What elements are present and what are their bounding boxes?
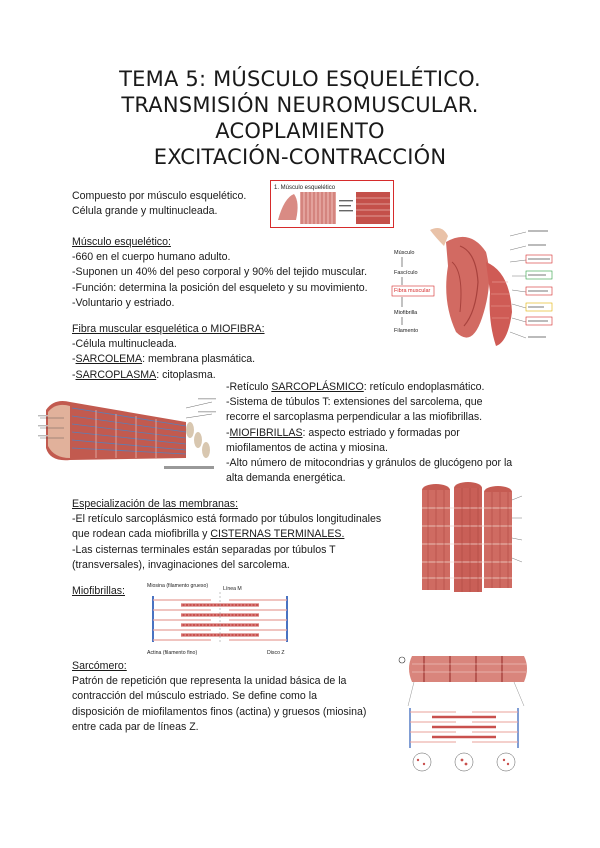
item-rest: : citoplasma. — [156, 368, 216, 381]
paragraph-line: entre cada par de líneas Z. — [72, 720, 199, 733]
fig4-label: Disco Z — [267, 650, 285, 656]
paragraph-line: Patrón de repetición que representa la unidad básica de la — [72, 675, 347, 688]
fibra-details — [226, 380, 512, 486]
section-heading-fibra: Fibra muscular esquelética o MIOFIBRA: — [72, 323, 265, 335]
list-item — [226, 380, 512, 395]
list-item — [226, 426, 512, 441]
list-item: -Voluntario y estriado. — [72, 296, 175, 309]
fig2-label: Músculo — [394, 250, 415, 256]
fig1-caption: 1. Músculo esquelético — [274, 185, 336, 191]
list-item: -El retículo sarcoplásmico está formado por túbulos longitudinales — [72, 513, 382, 526]
list-item: -Las cisternas terminales están separadas por túbulos T — [72, 543, 336, 556]
list-item — [72, 527, 381, 542]
list-item: -Suponen un 40% del peso corporal y 90% del tejido muscular. — [72, 266, 368, 279]
section-heading-especializacion: Especialización de las membranas: — [72, 498, 239, 510]
muscle-fiber-figure — [36, 388, 220, 474]
term-sarcolema: SARCOLEMA — [75, 353, 143, 366]
section-heading-musculo: Músculo esquelético: — [72, 236, 171, 248]
miofibrillas-section — [72, 584, 125, 599]
intro-line: Compuesto por músculo esquelético. — [72, 190, 247, 202]
title-line-2: TRANSMISIÓN NEUROMUSCULAR. — [121, 93, 479, 117]
term-sarcoplasma: SARCOPLASMA — [75, 368, 157, 381]
item-prefix: - — [226, 426, 230, 439]
item-prefix: - — [72, 368, 76, 381]
intro-text — [72, 189, 246, 219]
intro-line: Célula grande y multinucleada. — [72, 205, 218, 218]
fig4-label: Actina (filamento fino) — [147, 650, 198, 656]
list-item: -Función: determina la posición del esqueleto y su movimiento. — [72, 281, 368, 294]
sarcoplasmic-reticulum-figure — [406, 478, 526, 598]
list-item: miofilamentos de actina y miosina. — [226, 441, 388, 454]
item-rest: : aspecto estriado y formadas por — [302, 426, 460, 439]
fibra-section — [72, 322, 265, 383]
item-rest: : membrana plasmática. — [142, 353, 256, 366]
list-item: -Alto número de mitocondrias y gránulos de glucógeno por la — [226, 457, 513, 470]
list-item — [72, 352, 265, 367]
musculo-section — [72, 235, 368, 311]
muscle-hierarchy-figure — [390, 222, 560, 352]
title-line-4: EXCITACIÓN-CONTRACCIÓN — [153, 145, 447, 169]
list-item: alta demanda energética. — [226, 472, 346, 485]
list-item: -Sistema de túbulos T: extensiones del sarcolema, que — [226, 396, 483, 409]
title-line-1: TEMA 5: MÚSCULO ESQUELÉTICO. — [119, 67, 481, 91]
muscle-overview-figure — [270, 180, 394, 228]
list-item: recorre el sarcoplasma perpendicular a las miofibrillas. — [226, 411, 483, 424]
especializacion-section — [72, 497, 381, 573]
myofibril-filaments-figure — [145, 578, 300, 658]
fig2-label: Fascículo — [394, 270, 418, 276]
list-item: -Célula multinucleada. — [72, 338, 177, 351]
page-title — [0, 66, 600, 170]
term-miofibrillas: MIOFIBRILLAS — [229, 426, 303, 439]
paragraph-line: disposición de miofilamentos finos (actina) y gruesos (miosina) — [72, 705, 367, 718]
section-heading-miofibrillas: Miofibrillas: — [72, 585, 125, 597]
sarcomero-section — [72, 659, 366, 735]
fig4-label: Miosina (filamento grueso) — [147, 583, 209, 589]
item-prefix: que rodean cada miofibrilla y — [72, 528, 211, 541]
title-line-3: ACOPLAMIENTO — [215, 119, 385, 143]
item-prefix: - — [72, 353, 76, 366]
section-heading-sarcomero: Sarcómero: — [72, 660, 127, 672]
list-item: -660 en el cuerpo humano adulto. — [72, 251, 231, 264]
fig2-label: Miofibrilla — [394, 310, 418, 316]
paragraph-line: contracción del músculo estriado. Se define como la — [72, 690, 317, 703]
item-prefix: -Retículo — [226, 381, 272, 393]
item-rest: : retículo endoplasmático. — [363, 381, 485, 393]
sarcomere-figure — [394, 648, 534, 776]
term-cisternas: CISTERNAS TERMINALES. — [210, 528, 345, 541]
fig2-label: Filamento — [394, 328, 419, 334]
term-sarcoplasmico: SARCOPLÁSMICO — [271, 381, 364, 393]
fig2-label: Fibra muscular — [394, 288, 431, 294]
list-item: (transversales), invaginaciones del sarcolema. — [72, 558, 290, 571]
fig4-label: Línea M — [223, 586, 242, 592]
